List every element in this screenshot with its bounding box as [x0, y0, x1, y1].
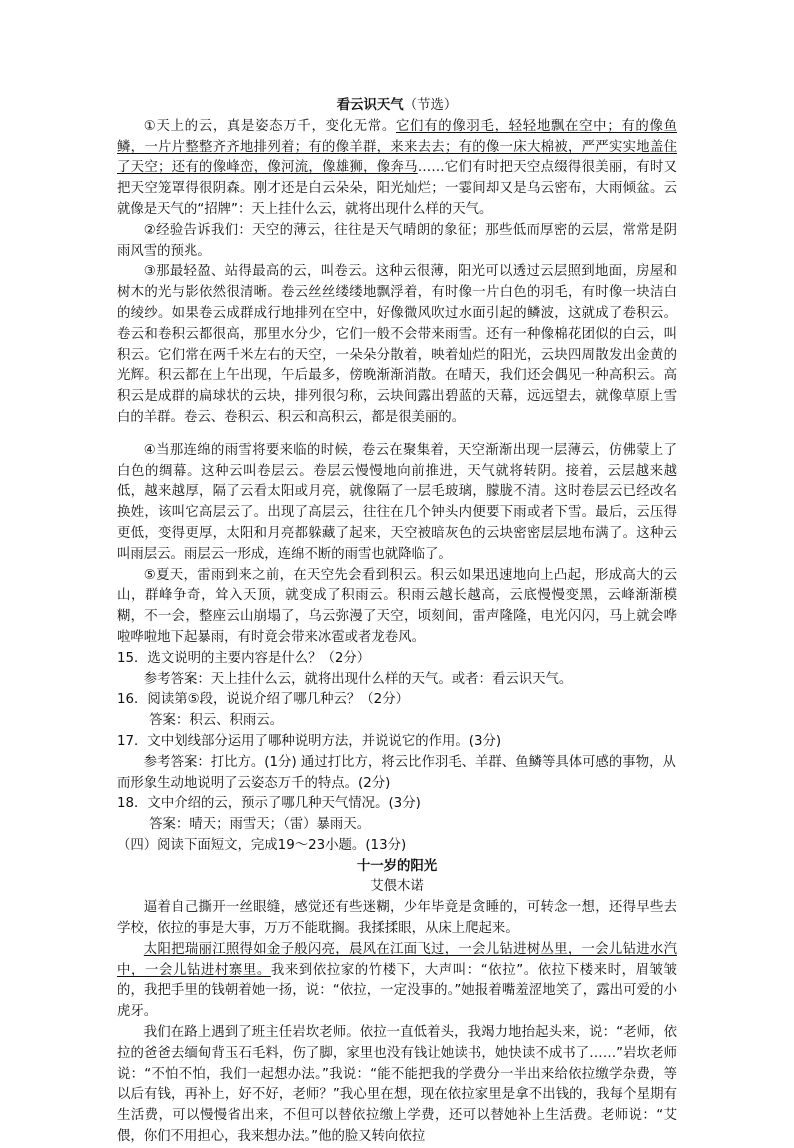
story-underlined-passage: 太阳把瑞丽江照得如金子般闪亮，晨风在江面飞过，一会儿钻进树丛里，一会儿钻进水汽中，一会儿钻进村寨里。 [117, 941, 677, 978]
story-paragraph-3: 我们在路上遇到了班主任岩坎老师。依拉一直低着头，我竭力地抬起头来，说：“老师，依拉的爸爸去缅甸背玉石毛料，伤了脚，家里也没有钱让她读书，她快读不成书了……”岩坎老师说：“不怕不怕，我们一起想办法。”我说：“能不能把我的学费分一半出来给依拉缴学杂费，等以后有钱，再补上，好不好，老师？”我心里在想，现在依拉家里是拿不出钱的，我每个星期有生活费，可以慢慢省出来，不但可以替依拉缴上学费，还可以替她补上生活费。老师说：“艾偎，你们不用担心，我来想办法。”他的脸又转向依拉 [117, 1025, 677, 1145]
paragraph-1-end: ……它们有时把天空点缀得很美丽，有时又把天空笼罩得很阴森。刚才还是白云朵朵，阳光灿烂；一霎间却又是乌云密布，大雨倾盆。云就像是天气的“招牌”：天上挂什么云，就将出现什么样的天气。 [117, 160, 678, 217]
question-16: 16．阅读第⑤段，说说介绍了哪几种云？（2分） [117, 692, 409, 708]
question-15: 15．选文说明的主要内容是什么？（2分） [117, 650, 371, 666]
answer-16: 答案：积云、积雨云。 [149, 713, 284, 729]
title-suffix: （节选） [403, 98, 458, 113]
question-17: 17．文中划线部分运用了哪种说明方法，并说说它的作用。(3分) [117, 733, 502, 749]
paragraph-1 [117, 117, 677, 221]
paragraph-1-start: ①天上的云，真是姿态万千，变化无常。 [143, 118, 396, 134]
paragraph-2: ②经验告诉我们：天空的薄云，往往是天气晴朗的象征；那些低而厚密的云层，常常是阴雨风雪的预兆。 [117, 222, 677, 259]
story-paragraph-1: 逼着自己撕开一丝眼缝，感觉还有些迷糊，少年毕竟是贪睡的，可转念一想，还得早些去学校，依拉的事是大事，万万不能耽搁。我揉揉眼，从床上爬起来。 [117, 900, 677, 937]
paragraph-5: ⑤夏天，雷雨到来之前，在天空先会看到积云。积云如果迅速地向上凸起，形成高大的云山，群峰争奇，耸入天顶，就变成了积雨云。积雨云越长越高，云底慢慢变黑，云峰渐渐模糊，不一会，整座云山崩塌了，乌云弥漫了天空，顷刻间，雷声隆隆，电光闪闪，马上就会哗啦哗啦地下起暴雨，有时竟会带来冰雹或者龙卷风。 [117, 567, 677, 645]
underlined-passage: 它们有的像羽毛，轻轻地飘在空中；有的像鱼鳞，一片片整整齐齐地排列着；有的像羊群，来来去去；有的像一床大棉被，严严实实地盖住了天空；还有的像峰峦，像河流，像雄狮，像奔马 [117, 118, 677, 176]
story-paragraph-2 [117, 940, 677, 1023]
article-title: 看云识天气（节选） [336, 98, 458, 113]
document-page [117, 96, 677, 1148]
answer-15: 参考答案：天上挂什么云，就将出现什么样的天气。或者：看云识天气。 [143, 671, 573, 687]
paragraph-4: ④当那连绵的雨雪将要来临的时候，卷云在聚集着，天空渐渐出现一层薄云，仿佛蒙上了白色的绸幕。这种云叫卷层云。卷层云慢慢地向前推进，天气就将转阴。接着，云层越来越低，越来越厚，隔了云看太阳或月亮，就像隔了一层毛玻璃，朦胧不清。这时卷层云已经改名换姓，该叫它高层云了。出现了高层云，往往在几个钟头内便要下雨或者下雪。最后，云压得更低，变得更厚，太阳和月亮都躲藏了起来，天空被暗灰色的云块密密层层地布满了。这种云叫雨层云。雨层云一形成，连绵不断的雨雪也就降临了。 [117, 442, 677, 562]
story-title: 十一岁的阳光 [356, 858, 438, 874]
section-heading: （四）阅读下面短文，完成19～23小题。(13分) [117, 837, 407, 853]
paragraph-3: ③那最轻盈、站得最高的云，叫卷云。这种云很薄，阳光可以透过云层照到地面，房屋和树木的光与影依然很清晰。卷云丝丝缕缕地飘浮着，有时像一片白色的羽毛，有时像一块洁白的绫纱。如果卷云成群成行地排列在空中，好像微风吹过水面引起的鳞波，这就成了卷积云。卷云和卷积云都很高，那里水分少，它们一般不会带来雨雪。还有一种像棉花团似的白云，叫积云。它们常在两千米左右的天空，一朵朵分散着，映着灿烂的阳光，云块四周散发出金黄的光辉。积云都在上午出现，午后最多，傍晚渐渐消散。在晴天，我们还会偶见一种高积云。高积云是成群的扁球状的云块，排列很匀称，云块间露出碧蓝的天幕，远远望去，就像草原上雪白的羊群。卷云、卷积云、积云和高积云，都是很美丽的。 [117, 264, 677, 425]
story-author: 艾偎木诺 [370, 879, 424, 895]
question-18: 18．文中介绍的云，预示了哪几种天气情况。(3分) [117, 796, 421, 812]
answer-17: 参考答案：打比方。(1分) 通过打比方，将云比作羽毛、羊群、鱼鳞等具体可感的事物，从而形象生动地说明了云姿态万千的特点。(2分) [117, 754, 676, 791]
answer-18: 答案：晴天；雨雪天；（雷）暴雨天。 [149, 817, 371, 833]
story-paragraph-2-rest: 我来到依拉家的竹楼下，大声叫：“依拉”。依拉下楼来时，眉皱皱的，我把手里的钱朝着她一扬，说：“依拉，一定没事的。”她报着嘴羞涩地笑了，露出可爱的小虎牙。 [117, 962, 678, 1020]
